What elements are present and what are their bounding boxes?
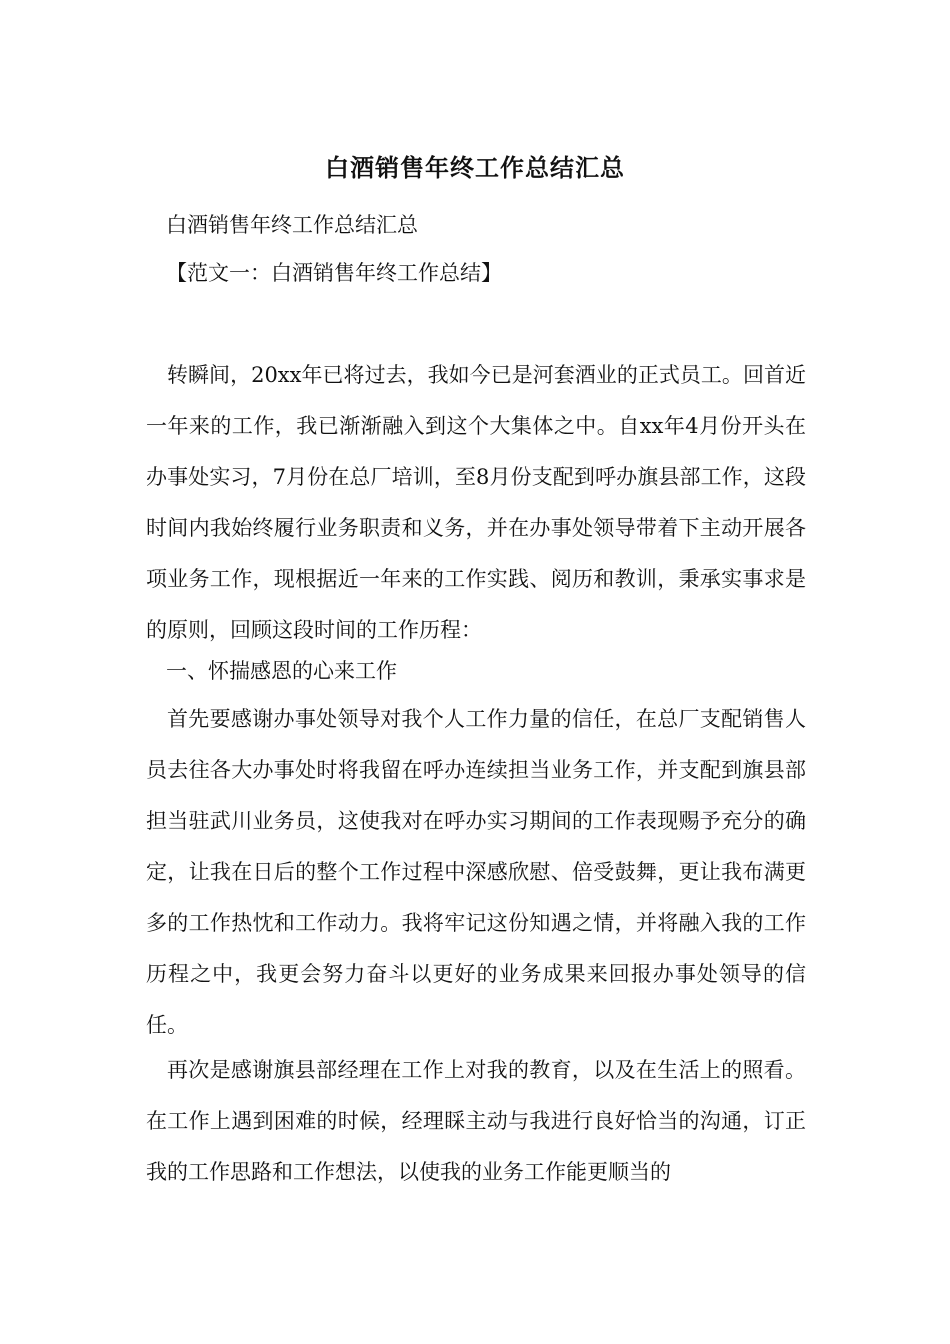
paragraph-gratitude-manager: 再次是感谢旗县部经理在工作上对我的教育，以及在生活上的照看。在工作上遇到困难的时候，经理睬主动与我进行良好恰当的沟通，订正我的工作思路和工作想法，以使我的业务工作能更顺当的 — [146, 1058, 806, 1184]
paragraph-gratitude-office: 首先要感谢办事处领导对我个人工作力量的信任，在总厂支配销售人员去往各大办事处时将我留在呼办连续担当业务工作，并支配到旗县部担当驻武川业务员，这使我对在呼办实习期间的工作表现赐予充分的确定，让我在日后的整个工作过程中深感欣慰、倍受鼓舞，更让我布满更多的工作热忱和工作动力。我将牢记这份知遇之情，并将融入我的工作历程之中，我更会努力奋斗以更好的业务成果来回报办事处领导的信任。 — [146, 707, 806, 1037]
sample-heading: 【范文一：白酒销售年终工作总结】 — [166, 261, 502, 285]
document-subtitle: 白酒销售年终工作总结汇总 — [166, 213, 418, 237]
document-title: 白酒销售年终工作总结汇总 — [325, 153, 625, 182]
section-heading: 一、怀揣感恩的心来工作 — [166, 659, 397, 683]
paragraph-intro: 转瞬间，20xx年已将过去，我如今已是河套酒业的正式员工。回首近一年来的工作，我已渐渐融入到这个大集体之中。自xx年4月份开头在办事处实习，7月份在总厂培训，至8月份支配到呼办旗县部工作，这段时间内我始终履行业务职责和义务，并在办事处领导带着下主动开展各项业务工作，现根据近一年来的工作实践、阅历和教训，秉承实事求是的原则，回顾这段时间的工作历程： — [146, 363, 806, 642]
